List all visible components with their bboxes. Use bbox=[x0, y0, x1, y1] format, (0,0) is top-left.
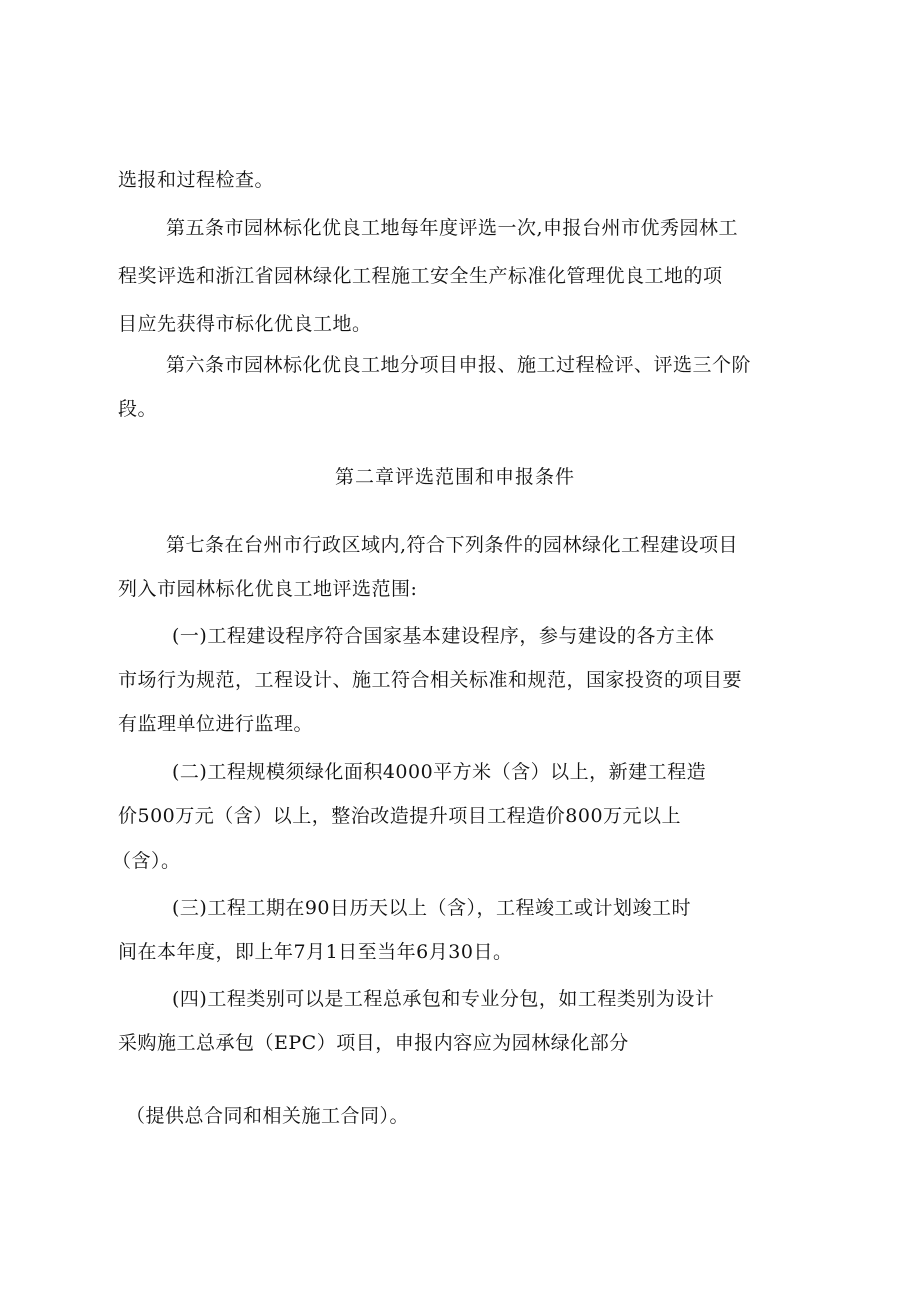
chapter-title: 第二章评选范围和申报条件 bbox=[335, 466, 576, 488]
line-text: 目应先获得市标化优良工地。 bbox=[118, 313, 372, 335]
line-text: 程奖评选和浙江省园林绿化工程施工安全生产标准化管理优良工地的项 bbox=[118, 265, 723, 287]
line-text: 第七条在台州市行政区域内,符合下列条件的园林绿化工程建设项目 bbox=[166, 534, 739, 556]
line-text: （含）。 bbox=[112, 850, 181, 872]
line-text: 列入市园林标化优良工地评选范围: bbox=[118, 578, 418, 600]
line-text: (一)工程建设程序符合国家基本建设程序，参与建设的各方主体 bbox=[172, 625, 715, 647]
line-text: 市场行为规范，工程设计、施工符合相关标准和规范，国家投资的项目要 bbox=[118, 669, 743, 691]
line-text: (三)工程工期在90日历天以上（含），工程竣工或计划竣工时 bbox=[172, 897, 692, 919]
line-text: 选报和过程检查。 bbox=[118, 169, 275, 191]
line-text: (四)工程类别可以是工程总承包和专业分包，如工程类别为设计 bbox=[172, 988, 715, 1010]
line-text: （提供总合同和相关施工合同）。 bbox=[126, 1105, 410, 1127]
line-text: (二)工程规模须绿化面积4000平方米（含）以上，新建工程造 bbox=[172, 761, 707, 783]
line-text: 间在本年度，即上年7月1日至当年6月30日。 bbox=[118, 941, 513, 963]
line-text: 采购施工总承包（EPC）项目，申报内容应为园林绿化部分 bbox=[118, 1032, 629, 1054]
line-text: 第六条市园林标化优良工地分项目申报、施工过程检评、评选三个阶 bbox=[166, 354, 752, 376]
line-text: 段。 bbox=[118, 398, 158, 420]
line-text: 价500万元（含）以上，整治改造提升项目工程造价800万元以上 bbox=[118, 805, 682, 827]
line-text: 有监理单位进行监理。 bbox=[118, 713, 314, 735]
line-text: 第五条市园林标化优良工地每年度评选一次,申报台州市优秀园林工 bbox=[166, 217, 739, 239]
